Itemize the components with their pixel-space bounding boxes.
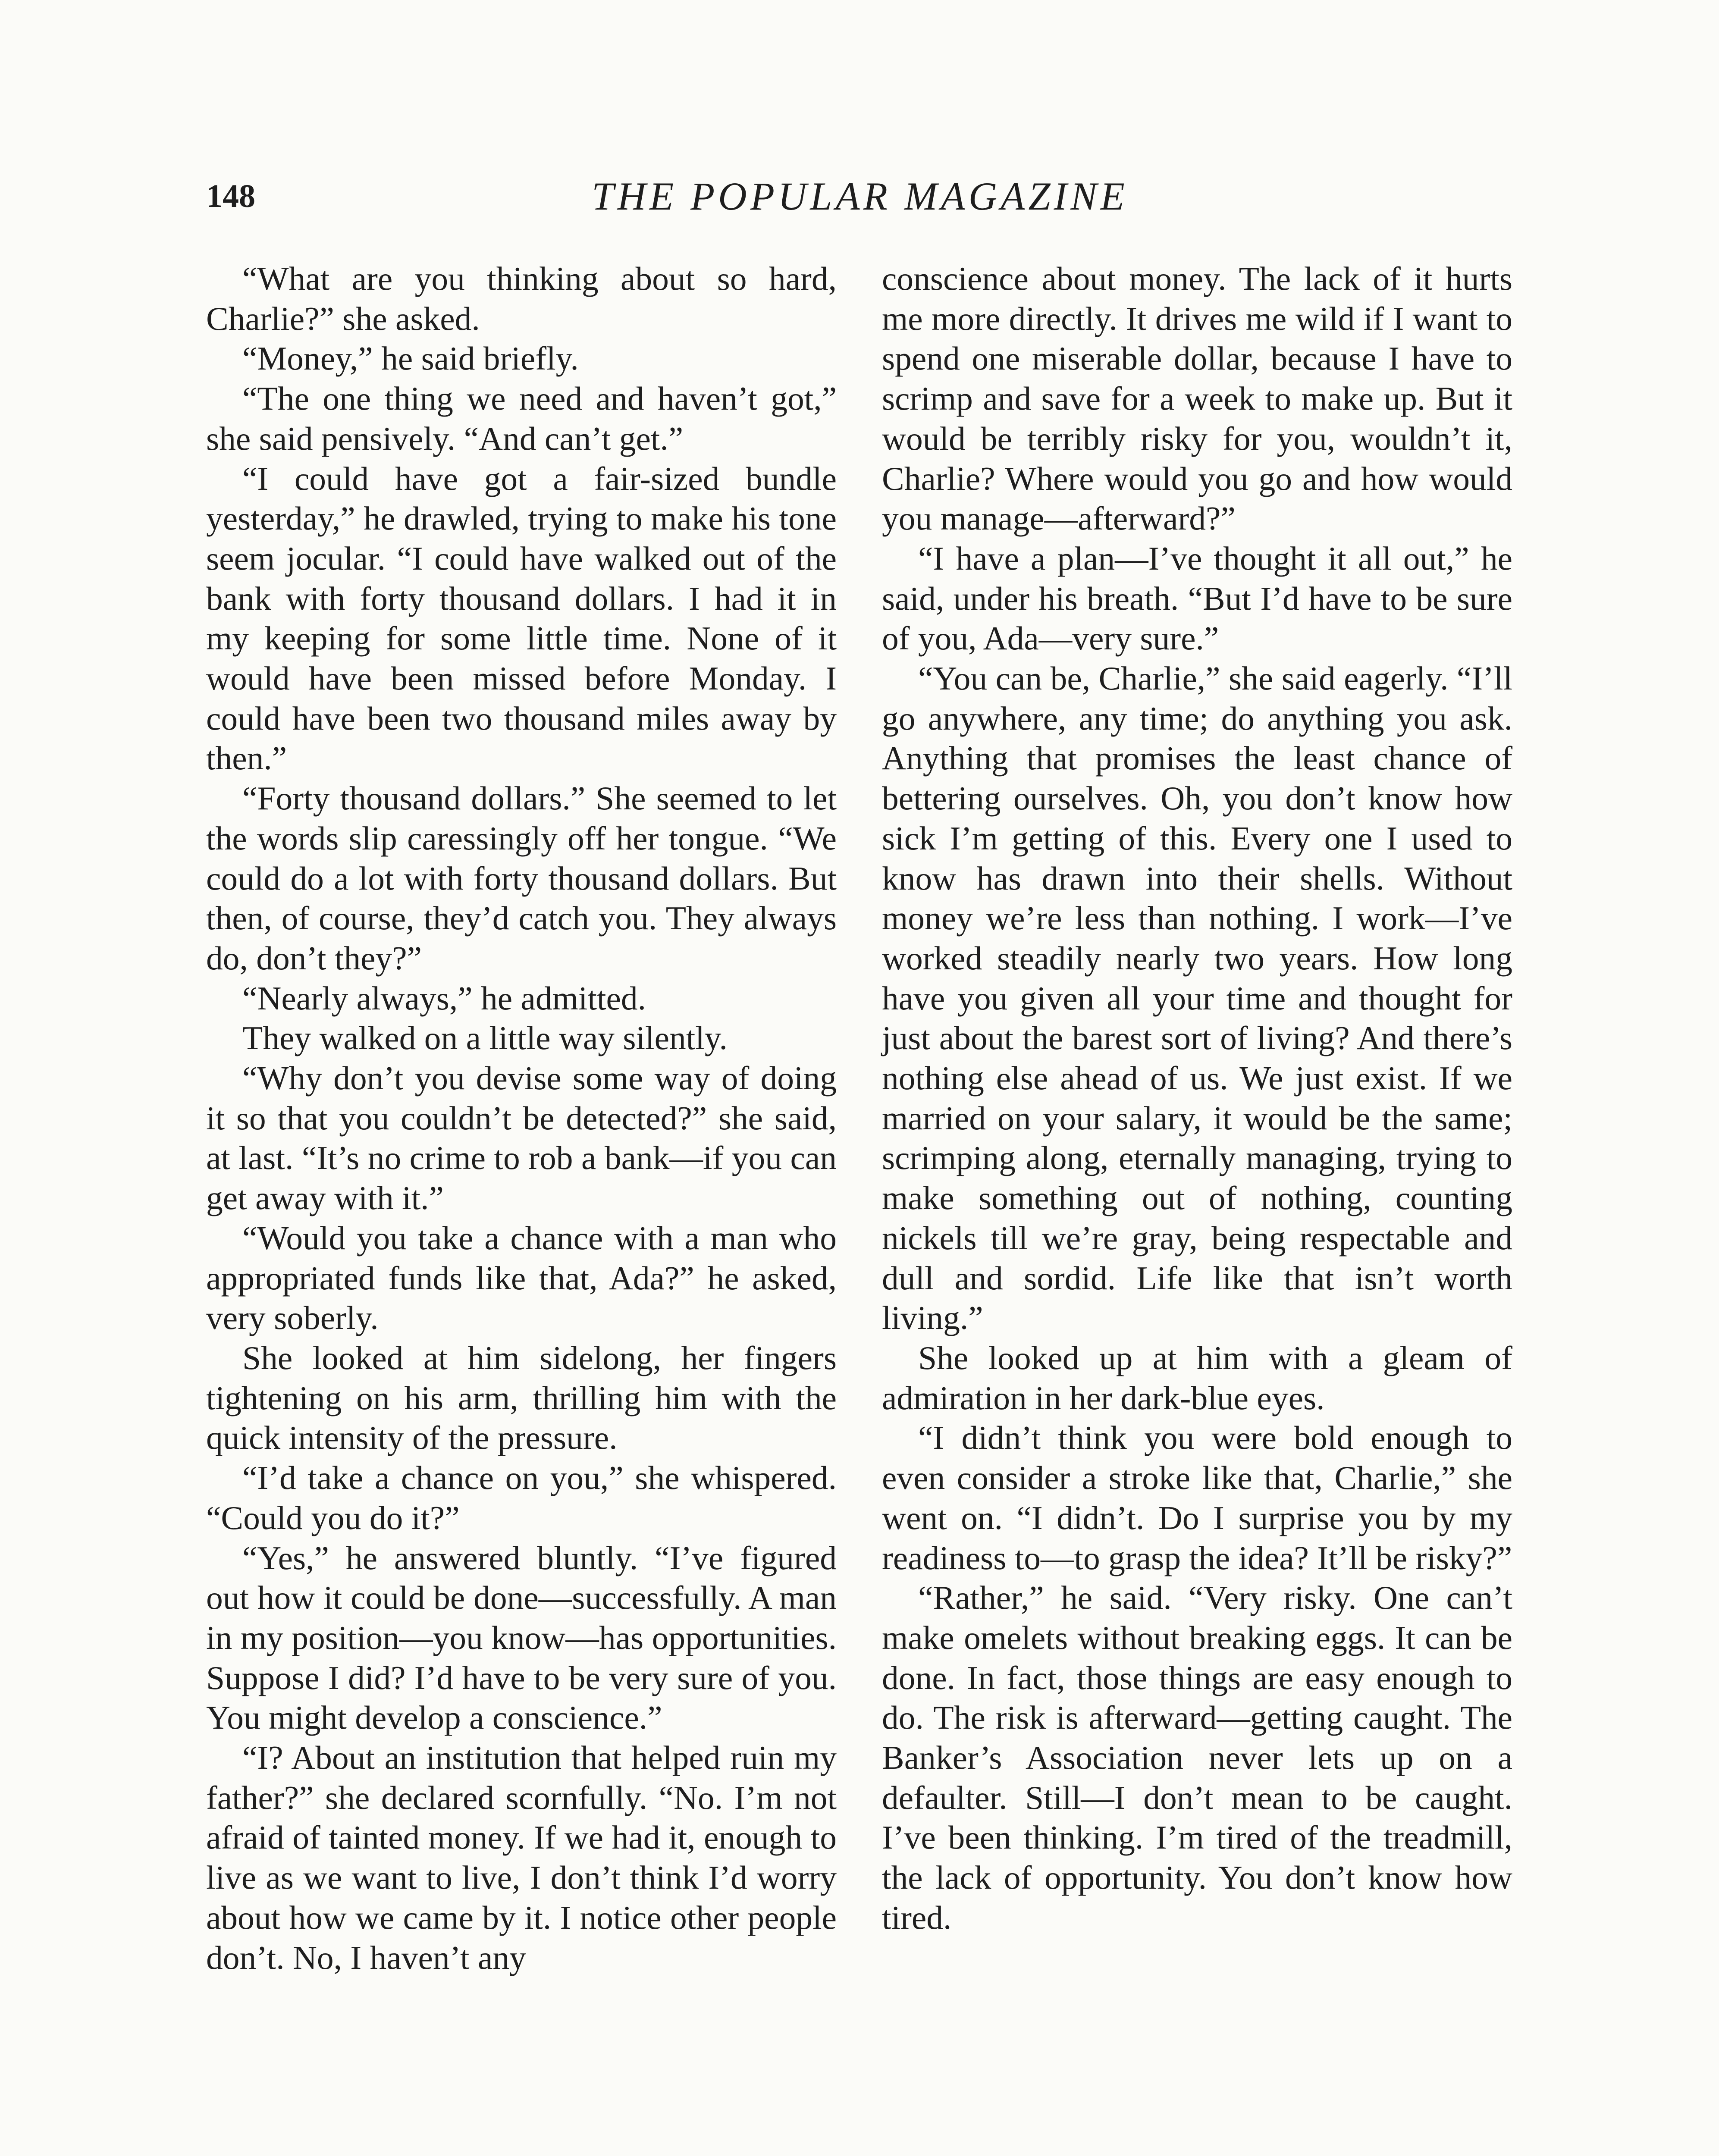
paragraph: “I? About an institution that helped ruin my father?” she declared scornfully. “No. I’m not afraid of tainted money. If we had it, enough to live as we want to live, I don’t think I’d worry about how we came by it. I notice other people don’t. No, I haven’t any [206, 1739, 837, 1976]
paragraph: “Money,” he said briefly. [242, 340, 579, 377]
paragraph: “I didn’t think you were bold enough to even consider a stroke like that, Charlie,” she went on. “I didn’t. Do I surprise you by my readiness to—to grasp the idea? It’ll be risky?” [882, 1419, 1512, 1576]
paragraph: “The one thing we need and haven’t got,” she said pensively. “And can’t get.” [206, 380, 837, 457]
left-column [206, 259, 837, 1977]
paragraph: “Rather,” he said. “Very risky. One can’t make omelets without breaking eggs. It can be done. In fact, those things are easy enough to do. The risk is afterward—getting caught. The Banker’s Association never lets up on a defaulter. Still—I don’t mean to be caught. I’ve been thinking. I’m tired of the treadmill, the lack of opportunity. You don’t know how tired. [882, 1579, 1512, 1936]
paragraph: She looked up at him with a gleam of admiration in her dark-blue eyes. [882, 1339, 1512, 1416]
page-header [206, 172, 1514, 220]
paragraph: They walked on a little way silently. [242, 1019, 728, 1057]
paragraph: “Nearly always,” he admitted. [242, 979, 646, 1017]
paragraph: “Why don’t you devise some way of doing it so that you couldn’t be detected?” she said, at last. “It’s no crime to rob a bank—if you can get away with it.” [206, 1059, 837, 1217]
paragraph-continued: conscience about money. The lack of it hurts me more directly. It drives me wild if I want to spend one miserable dollar, because I have to scrimp and save for a week to make up. But it would be terribly risky for you, wouldn’t it, Charlie? Where would you go and how would you manage—afterward?” [882, 260, 1512, 537]
paragraph: She looked at him sidelong, her fingers tightening on his arm, thrilling him with the quick intensity of the pressure. [206, 1339, 837, 1457]
paragraph: “Forty thousand dollars.” She seemed to let the words slip caressingly off her tongue. “We could do a lot with forty thousand dollars. But then, of course, they’d catch you. They always do, don’t they?” [206, 780, 837, 977]
paragraph: “I’d take a chance on you,” she whispered. “Could you do it?” [206, 1459, 837, 1536]
paragraph: “I have a plan—I’ve thought it all out,” he said, under his breath. “But I’d have to be sure of you, Ada—very sure.” [882, 539, 1512, 657]
paragraph: “You can be, Charlie,” she said eagerly. “I’ll go anywhere, any time; do anything you ask. Anything that promises the least chance of bettering ourselves. Oh, you don’t know how sick I’m getting of this. Every one I used to know has drawn into their shells. Without money we’re less than nothing. I work—I’ve worked steadily nearly two years. How long have you given all your time and thought for just about the barest sort of living? And there’s nothing else ahead of us. We just exist. If we married on your salary, it would be the same; scrimping along, eternally managing, trying to make something out of nothing, counting nickels till we’re gray, being respectable and dull and sordid. Life like that isn’t worth living.” [882, 660, 1512, 1337]
running-title: THE POPULAR MAGAZINE [592, 174, 1128, 218]
page-number: 148 [206, 178, 255, 214]
paragraph: “Would you take a chance with a man who appropriated funds like that, Ada?” he asked, very soberly. [206, 1219, 837, 1337]
paragraph: “I could have got a fair-sized bundle yesterday,” he drawled, trying to make his tone seem jocular. “I could have walked out of the bank with forty thousand dollars. I had it in my keeping for some little time. None of it would have been missed before Monday. I could have been two thousand miles away by then.” [206, 460, 837, 777]
right-column [882, 259, 1512, 1938]
paragraph: “What are you thinking about so hard, Charlie?” she asked. [206, 260, 837, 337]
paragraph: “Yes,” he answered bluntly. “I’ve figured out how it could be done—successfully. A man in my position—you know—has opportunities. Suppose I did? I’d have to be very sure of you. You might develop a conscience.” [206, 1539, 837, 1736]
